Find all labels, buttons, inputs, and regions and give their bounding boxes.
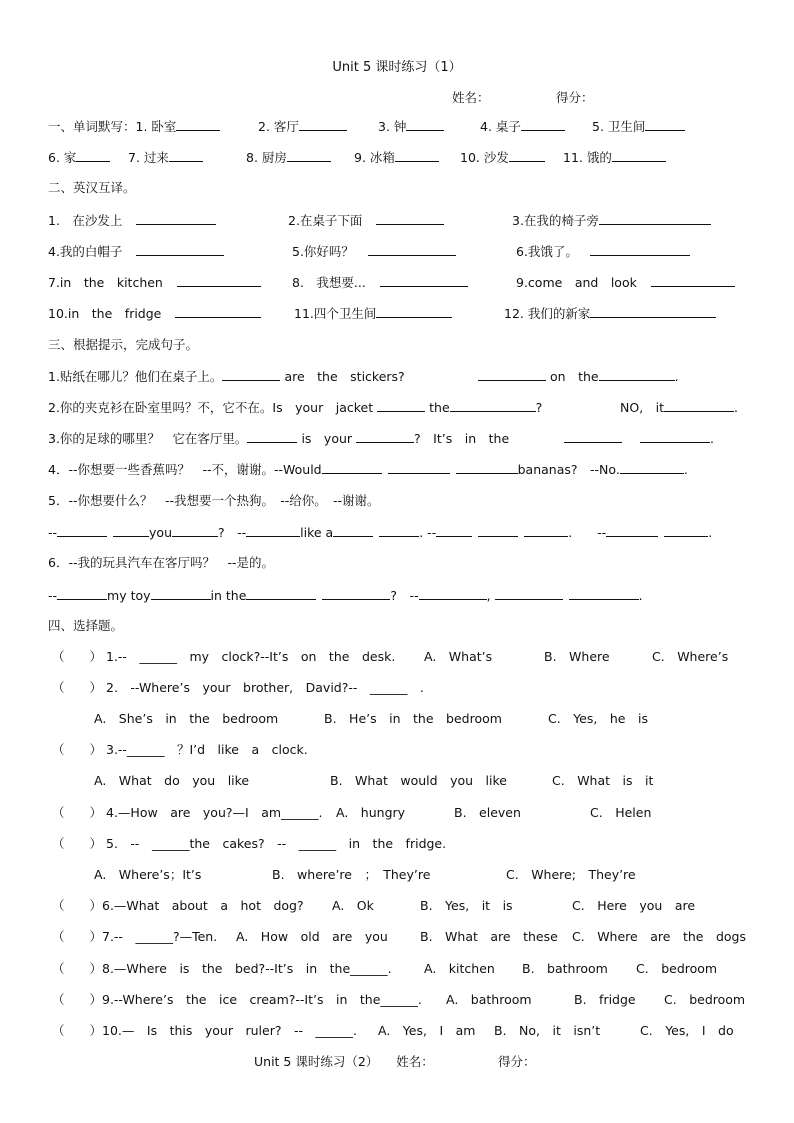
answer-blank[interactable] [651, 272, 735, 287]
answer-blank[interactable] [450, 397, 536, 412]
section2-row3 [48, 272, 754, 292]
question-text: is your [301, 431, 353, 446]
answer-blank[interactable] [645, 116, 685, 131]
answer-paren[interactable]: （ ） [52, 836, 103, 851]
punctuation: . [683, 462, 688, 477]
answer-blank[interactable] [322, 459, 382, 474]
punctuation: , [486, 588, 491, 603]
answer-blank[interactable] [599, 210, 711, 225]
answer-paren[interactable]: （ ） [52, 929, 103, 944]
mc-options [48, 709, 754, 729]
answer-blank[interactable] [175, 303, 261, 318]
option-b[interactable]: B. eleven [454, 805, 521, 820]
answer-blank[interactable] [356, 428, 414, 443]
translate-item: 12. 我们的新家 [504, 306, 591, 321]
answer-blank[interactable] [136, 241, 224, 256]
punctuation: . [674, 369, 679, 384]
answer-blank[interactable] [177, 272, 261, 287]
section1-row2 [48, 147, 754, 167]
mc-question [48, 959, 754, 979]
option-b[interactable]: B. Where [544, 649, 610, 664]
section2-row1 [48, 210, 754, 230]
option-a[interactable]: A. She’s in the bedroom [94, 711, 279, 726]
option-a[interactable]: A. hungry [336, 805, 406, 820]
translate-item: 1. 在沙发上 [48, 213, 123, 228]
mc-question [48, 803, 754, 823]
answer-blank[interactable] [151, 585, 211, 600]
answer-blank[interactable] [113, 522, 149, 537]
option-a[interactable]: A. What do you like [94, 773, 250, 788]
question-text: 5. -- ______the cakes? -- ______ in the fridge. [106, 836, 447, 851]
question-text: 4.—How are you?—I am______. [106, 805, 323, 820]
answer-blank[interactable] [388, 459, 450, 474]
section2-row4 [48, 303, 754, 323]
answer-blank[interactable] [456, 459, 518, 474]
section3-q4 [48, 459, 754, 479]
section3-q6-prompt: 6．--我的玩具汽车在客厅吗？ --是的。 [48, 555, 274, 570]
option-a[interactable]: A. What’s [424, 649, 493, 664]
translate-item: 2.在桌子下面 [288, 213, 363, 228]
answer-paren[interactable]: （ ） [52, 742, 103, 757]
answer-paren[interactable]: （ ） [52, 961, 103, 976]
answer-blank[interactable] [299, 116, 347, 131]
page-title: Unit 5 课时练习（1） [332, 60, 462, 75]
next-score-label: 得分： [498, 1054, 536, 1069]
answer-paren[interactable]: （ ） [52, 680, 103, 695]
vocab-item: 11. 饿的 [563, 150, 612, 165]
answer-blank[interactable] [247, 428, 297, 443]
answer-blank[interactable] [612, 147, 666, 162]
question-text: 2.你的夹克衫在卧室里吗？不，它不在。Is your jacket [48, 400, 374, 415]
question-text: 7.-- ______?—Ten. [102, 929, 218, 944]
answer-blank[interactable] [333, 522, 373, 537]
answer-paren[interactable]: （ ） [52, 805, 103, 820]
question-text: 9.--Where’s the ice cream?--It’s in the______. [102, 992, 422, 1007]
question-text: 4．--你想要一些香蕉吗？ --不，谢谢。--Would [48, 462, 322, 477]
vocab-item: 8. 厨房 [246, 150, 287, 165]
section3-q5-answer [48, 522, 754, 542]
answer-paren[interactable]: （ ） [52, 1023, 103, 1038]
answer-blank[interactable] [569, 585, 639, 600]
answer-blank[interactable] [376, 210, 444, 225]
answer-blank[interactable] [478, 366, 546, 381]
answer-blank[interactable] [419, 585, 487, 600]
translate-item: 3.在我的椅子旁 [512, 213, 599, 228]
mc-question [48, 647, 754, 667]
answer-blank[interactable] [664, 397, 734, 412]
dash: -- [48, 588, 58, 603]
next-name-label: 姓名： [396, 1054, 434, 1069]
mc-question [48, 1021, 754, 1041]
mc-question [48, 896, 754, 916]
vocab-item: 9. 冰箱 [354, 150, 395, 165]
section4-heading: 四、选择题。 [48, 618, 124, 633]
section3-q3 [48, 428, 754, 448]
vocab-item: 5. 卫生间 [592, 119, 646, 134]
option-a[interactable]: A. Where’s；It’s [94, 867, 202, 882]
vocab-item: 7. 过来 [128, 150, 169, 165]
answer-blank[interactable] [395, 147, 439, 162]
answer-blank[interactable] [246, 585, 316, 600]
option-c[interactable]: C. Where’s [652, 649, 729, 664]
question-text: on the [550, 369, 599, 384]
answer-blank[interactable] [380, 272, 468, 287]
option-b[interactable]: B. Yes, it is [420, 898, 513, 913]
answer-blank[interactable] [495, 585, 563, 600]
question-text: 1.贴纸在哪儿？他们在桌子上。 [48, 369, 223, 384]
question-text: 2. --Where’s your brother, David?-- ______ . [106, 680, 424, 695]
section3-q2 [48, 397, 754, 417]
option-b[interactable]: B. What are these [420, 929, 558, 944]
question-text: like a [300, 525, 334, 540]
question-text: ? -- [390, 588, 419, 603]
mc-options [48, 865, 754, 885]
question-text: 3.你的足球的哪里？ 它在客厅里。 [48, 431, 248, 446]
answer-blank[interactable] [246, 522, 300, 537]
option-a[interactable]: A. Yes, I am [378, 1023, 476, 1038]
question-text: 8.—Where is the bed?--It’s in the______. [102, 961, 392, 976]
section1-row1 [48, 116, 754, 136]
option-c[interactable]: C. What is it [552, 773, 654, 788]
answer-blank[interactable] [376, 303, 452, 318]
option-b[interactable]: B. where’re ； They’re [272, 867, 431, 882]
answer-blank[interactable] [377, 397, 425, 412]
mc-question [48, 740, 754, 760]
question-text: 10.— Is this your ruler? -- ______. [102, 1023, 357, 1038]
answer-blank[interactable] [176, 116, 220, 131]
translate-item: 7.in the kitchen [48, 275, 163, 290]
vocab-item: 10. 沙发 [460, 150, 509, 165]
answer-blank[interactable] [436, 522, 472, 537]
answer-blank[interactable] [664, 522, 708, 537]
answer-blank[interactable] [406, 116, 444, 131]
answer-blank[interactable] [564, 428, 622, 443]
question-text: bananas? --No. [517, 462, 620, 477]
mc-question [48, 927, 754, 947]
option-c[interactable]: C. Here you are [572, 898, 696, 913]
option-b[interactable]: B. He’s in the bedroom [324, 711, 502, 726]
translate-item: 8. 我想要... [292, 275, 366, 290]
answer-blank[interactable] [590, 303, 716, 318]
option-a[interactable]: A. Ok [332, 898, 374, 913]
question-text: . -- [568, 525, 607, 540]
mc-question [48, 834, 754, 854]
option-b[interactable]: B. No, it isn’t [494, 1023, 601, 1038]
answer-blank[interactable] [606, 522, 658, 537]
dash: -- [48, 525, 58, 540]
option-c[interactable]: C. Yes, I do [640, 1023, 734, 1038]
answer-blank[interactable] [222, 366, 280, 381]
answer-blank[interactable] [57, 522, 107, 537]
answer-blank[interactable] [172, 522, 218, 537]
answer-blank[interactable] [57, 585, 107, 600]
answer-paren[interactable]: （ ） [52, 992, 103, 1007]
question-text: are the stickers? [284, 369, 405, 384]
section3-q1 [48, 366, 754, 386]
option-c[interactable]: C. Where; They’re [506, 867, 636, 882]
answer-blank[interactable] [76, 147, 110, 162]
punctuation: . [710, 431, 714, 446]
vocab-item: 2. 客厅 [258, 119, 299, 134]
section3-q6-answer [48, 585, 754, 605]
vocab-item: 6. 家 [48, 150, 77, 165]
question-text: my toy [107, 588, 151, 603]
translate-item: 11.四个卫生间 [294, 306, 377, 321]
punctuation: . [638, 588, 643, 603]
answer-blank[interactable] [590, 241, 690, 256]
answer-blank[interactable] [478, 522, 518, 537]
section3-heading: 三、根据提示，完成句子。 [48, 337, 199, 352]
question-text: 3.--______ ？I’d like a clock. [106, 742, 308, 757]
option-a[interactable]: A. bathroom [446, 992, 532, 1007]
option-c[interactable]: C. Where are the dogs [572, 929, 746, 944]
section2-heading: 二、英汉互译。 [48, 180, 136, 195]
answer-blank[interactable] [599, 366, 675, 381]
punctuation: . [708, 525, 713, 540]
translate-item: 5.你好吗？ [292, 244, 354, 259]
mc-question [48, 990, 754, 1010]
option-b[interactable]: B. bathroom [522, 961, 608, 976]
mc-question [48, 678, 754, 698]
translate-item: 9.come and look [516, 275, 637, 290]
question-text: . -- [419, 525, 437, 540]
translate-item: 4.我的白帽子 [48, 244, 123, 259]
vocab-item: 1. 卧室 [135, 119, 177, 134]
vocab-item: 3. 钟 [378, 119, 407, 134]
translate-item: 6.我饿了。 [516, 244, 578, 259]
option-c[interactable]: C. bedroom [664, 992, 746, 1007]
answer-paren[interactable]: （ ） [52, 898, 103, 913]
score-label: 得分： [556, 90, 594, 105]
option-c[interactable]: C. Yes, he is [548, 711, 648, 726]
answer-blank[interactable] [322, 585, 390, 600]
question-text: in the [210, 588, 247, 603]
question-text: you [149, 525, 172, 540]
answer-blank[interactable] [620, 459, 684, 474]
punctuation: . [734, 400, 739, 415]
question-text: ? -- [218, 525, 247, 540]
section2-row2 [48, 241, 754, 261]
answer-blank[interactable] [136, 210, 216, 225]
name-label: 姓名： [452, 90, 490, 105]
answer-blank[interactable] [640, 428, 710, 443]
answer-paren[interactable]: （ ） [52, 649, 103, 664]
question-text: 1.-- ______ my clock?--It’s on the desk. [106, 649, 396, 664]
option-b[interactable]: B. fridge [574, 992, 636, 1007]
option-a[interactable]: A. kitchen [424, 961, 495, 976]
option-c[interactable]: C. bedroom [636, 961, 718, 976]
answer-blank[interactable] [368, 241, 456, 256]
section1-heading: 一、单词默写： [48, 119, 136, 134]
question-text: ? [535, 400, 543, 415]
answer-blank[interactable] [169, 147, 203, 162]
next-page-title [254, 1052, 434, 1070]
question-text: the [429, 400, 450, 415]
answer-blank[interactable] [521, 116, 565, 131]
answer-blank[interactable] [524, 522, 568, 537]
mc-options [48, 771, 754, 791]
question-text: NO, it [620, 400, 665, 415]
answer-blank[interactable] [287, 147, 331, 162]
question-text: ? It’s in the [414, 431, 510, 446]
answer-blank[interactable] [509, 147, 545, 162]
next-title-text: Unit 5 课时练习（2） [254, 1054, 379, 1069]
vocab-item: 4. 桌子 [480, 119, 521, 134]
option-b[interactable]: B. What would you like [330, 773, 507, 788]
translate-item: 10.in the fridge [48, 306, 162, 321]
option-a[interactable]: A. How old are you [236, 929, 388, 944]
answer-blank[interactable] [379, 522, 419, 537]
question-text: 6.—What about a hot dog? [102, 898, 304, 913]
option-c[interactable]: C. Helen [590, 805, 652, 820]
section3-q5-prompt: 5．--你想要什么？ --我想要一个热狗。 --给你。 --谢谢。 [48, 493, 380, 508]
